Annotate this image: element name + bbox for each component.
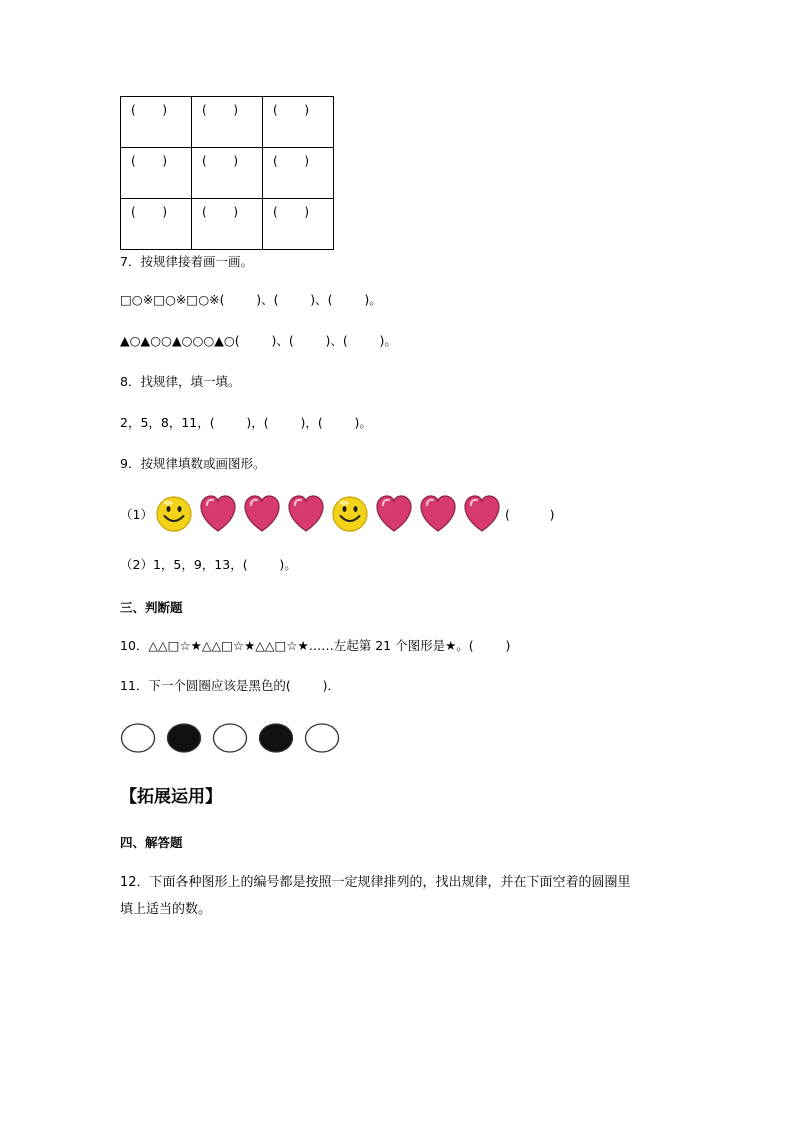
black-circle <box>258 722 294 754</box>
q12-text-line1: 12．下面各种图形上的编号都是按照一定规律排列的，找出规律，并在下面空着的圆圈里 <box>120 875 631 890</box>
q7-pattern-1: □○※□○※□○※( )、( )、( )。 <box>120 292 382 307</box>
q9-part1-label: （1） <box>120 507 153 522</box>
q7-title: 7．按规律接着画一画。 <box>120 254 253 269</box>
answer-grid <box>120 96 334 250</box>
white-circle <box>120 722 156 754</box>
smiley-icon <box>155 494 193 534</box>
smiley-icon <box>331 494 369 534</box>
grid-cell[interactable] <box>263 148 334 199</box>
grid-blank: ( ) <box>202 103 239 117</box>
heart-icon <box>375 494 413 534</box>
black-circle <box>166 722 202 754</box>
grid-row <box>121 199 334 250</box>
grid-row <box>121 97 334 148</box>
grid-cell[interactable] <box>192 199 263 250</box>
grid-cell[interactable] <box>121 199 192 250</box>
grid-blank: ( ) <box>273 103 310 117</box>
grid-blank: ( ) <box>131 154 168 168</box>
q9-part1-row <box>120 492 554 536</box>
q9-part1-blank[interactable]: ( ) <box>504 506 555 522</box>
q10-text: 10．△△□☆★△△□☆★△△□☆★……左起第 21 个图形是★。( ) <box>120 638 511 653</box>
heart-icon <box>199 494 237 534</box>
grid-blank: ( ) <box>273 205 310 219</box>
heart-icon <box>419 494 457 534</box>
grid-cell[interactable] <box>263 97 334 148</box>
grid-blank: ( ) <box>202 154 239 168</box>
q11-text: 11．下一个圆圈应该是黑色的( )． <box>120 678 340 693</box>
q9-icon-sequence <box>155 494 507 534</box>
grid-blank: ( ) <box>202 205 239 219</box>
grid-cell[interactable] <box>121 97 192 148</box>
heart-icon <box>243 494 281 534</box>
grid-row <box>121 148 334 199</box>
extension-heading: 【拓展运用】 <box>120 787 222 807</box>
grid-blank: ( ) <box>131 205 168 219</box>
q9-part2: （2）1，5，9，13，( )。 <box>120 557 297 572</box>
q12-text-line2: 填上适当的数。 <box>120 902 212 917</box>
white-circle <box>304 722 340 754</box>
section-3-title: 三、判断题 <box>120 600 183 615</box>
grid-cell[interactable] <box>121 148 192 199</box>
grid-cell[interactable] <box>192 97 263 148</box>
white-circle <box>212 722 248 754</box>
heart-icon <box>287 494 325 534</box>
heart-icon <box>463 494 501 534</box>
q11-circle-row <box>120 722 350 754</box>
q7-pattern-2: ▲○▲○○▲○○○▲○( )、( )、( )。 <box>120 333 397 348</box>
grid-blank: ( ) <box>273 154 310 168</box>
grid-cell[interactable] <box>192 148 263 199</box>
grid-cell[interactable] <box>263 199 334 250</box>
q9-title: 9．按规律填数或画图形。 <box>120 456 266 471</box>
grid-blank: ( ) <box>131 103 168 117</box>
section-4-title: 四、解答题 <box>120 835 183 850</box>
q8-title: 8．找规律，填一填。 <box>120 374 241 389</box>
q8-sequence: 2，5，8，11，( )，( )，( )。 <box>120 415 372 430</box>
